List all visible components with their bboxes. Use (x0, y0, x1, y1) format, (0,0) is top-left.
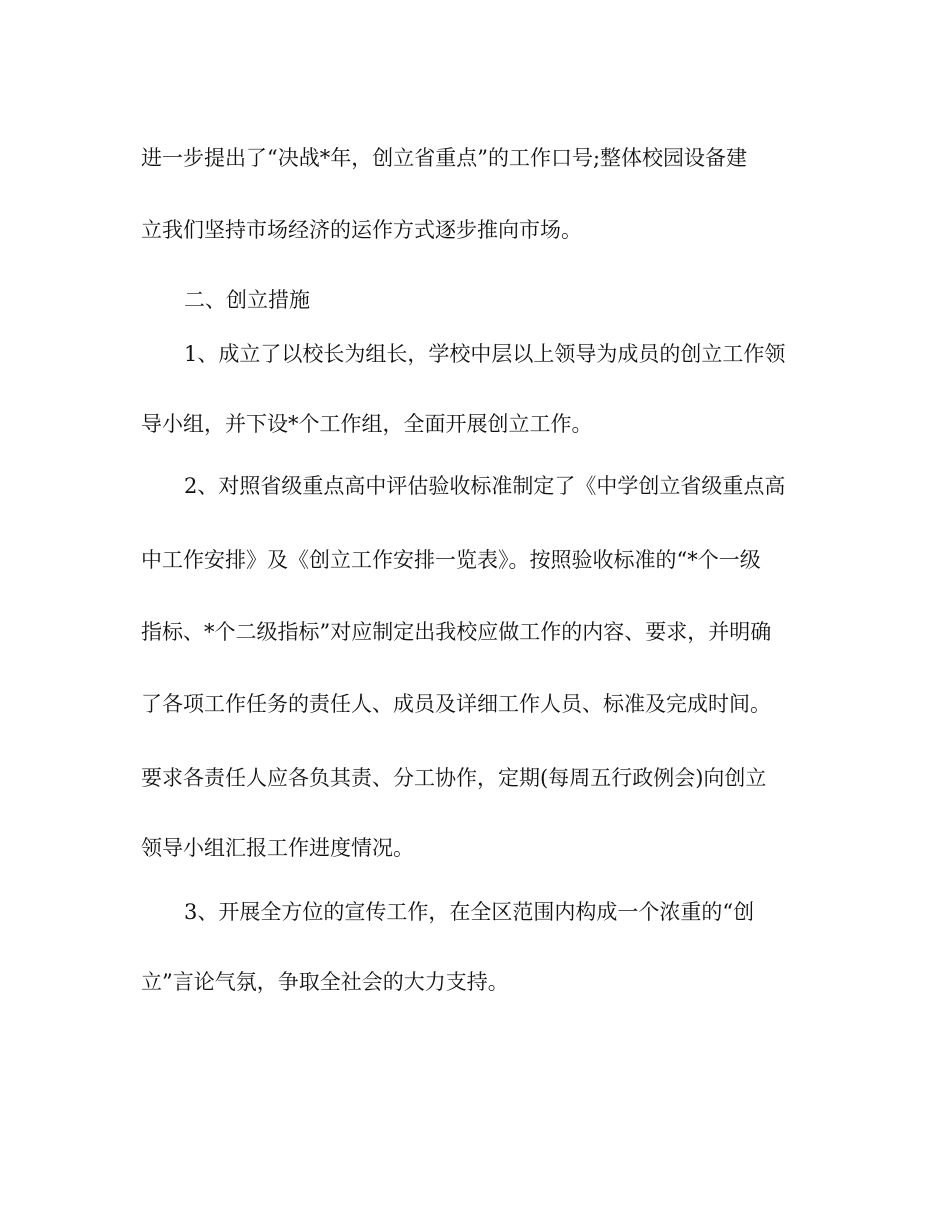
text-line-2: 立我们坚持市场经济的运作方式逐步推向市场。 (141, 218, 582, 242)
text-line-7: 中工作安排》及《创立工作安排一览表》。按照验收标准的“*个一级 (141, 548, 761, 572)
text-line-8: 指标、*个二级指标”对应制定出我校应做工作的内容、要求，并明确 (141, 620, 772, 644)
text-line-1: 进一步提出了“决战*年，创立省重点”的工作口号;整体校园设备建 (141, 146, 748, 170)
text-line-11: 领导小组汇报工作进度情况。 (141, 836, 414, 860)
text-line-12: 3、开展全方位的宣传工作，在全区范围内构成一个浓重的“创 (184, 900, 755, 924)
section-heading: 二、创立措施 (184, 288, 310, 312)
text-line-13: 立”言论气氛，争取全社会的大力支持。 (141, 970, 509, 994)
text-line-10: 要求各责任人应各负其责、分工协作，定期(每周五行政例会)向创立 (141, 766, 767, 790)
text-line-4: 1、成立了以校长为组长，学校中层以上领导为成员的创立工作领 (184, 342, 786, 366)
text-line-9: 了各项工作任务的责任人、成员及详细工作人员、标准及完成时间。 (141, 692, 771, 716)
text-line-6: 2、对照省级重点高中评估验收标准制定了《中学创立省级重点高 (184, 474, 786, 498)
text-line-5: 导小组，并下设*个工作组，全面开展创立工作。 (141, 412, 593, 436)
